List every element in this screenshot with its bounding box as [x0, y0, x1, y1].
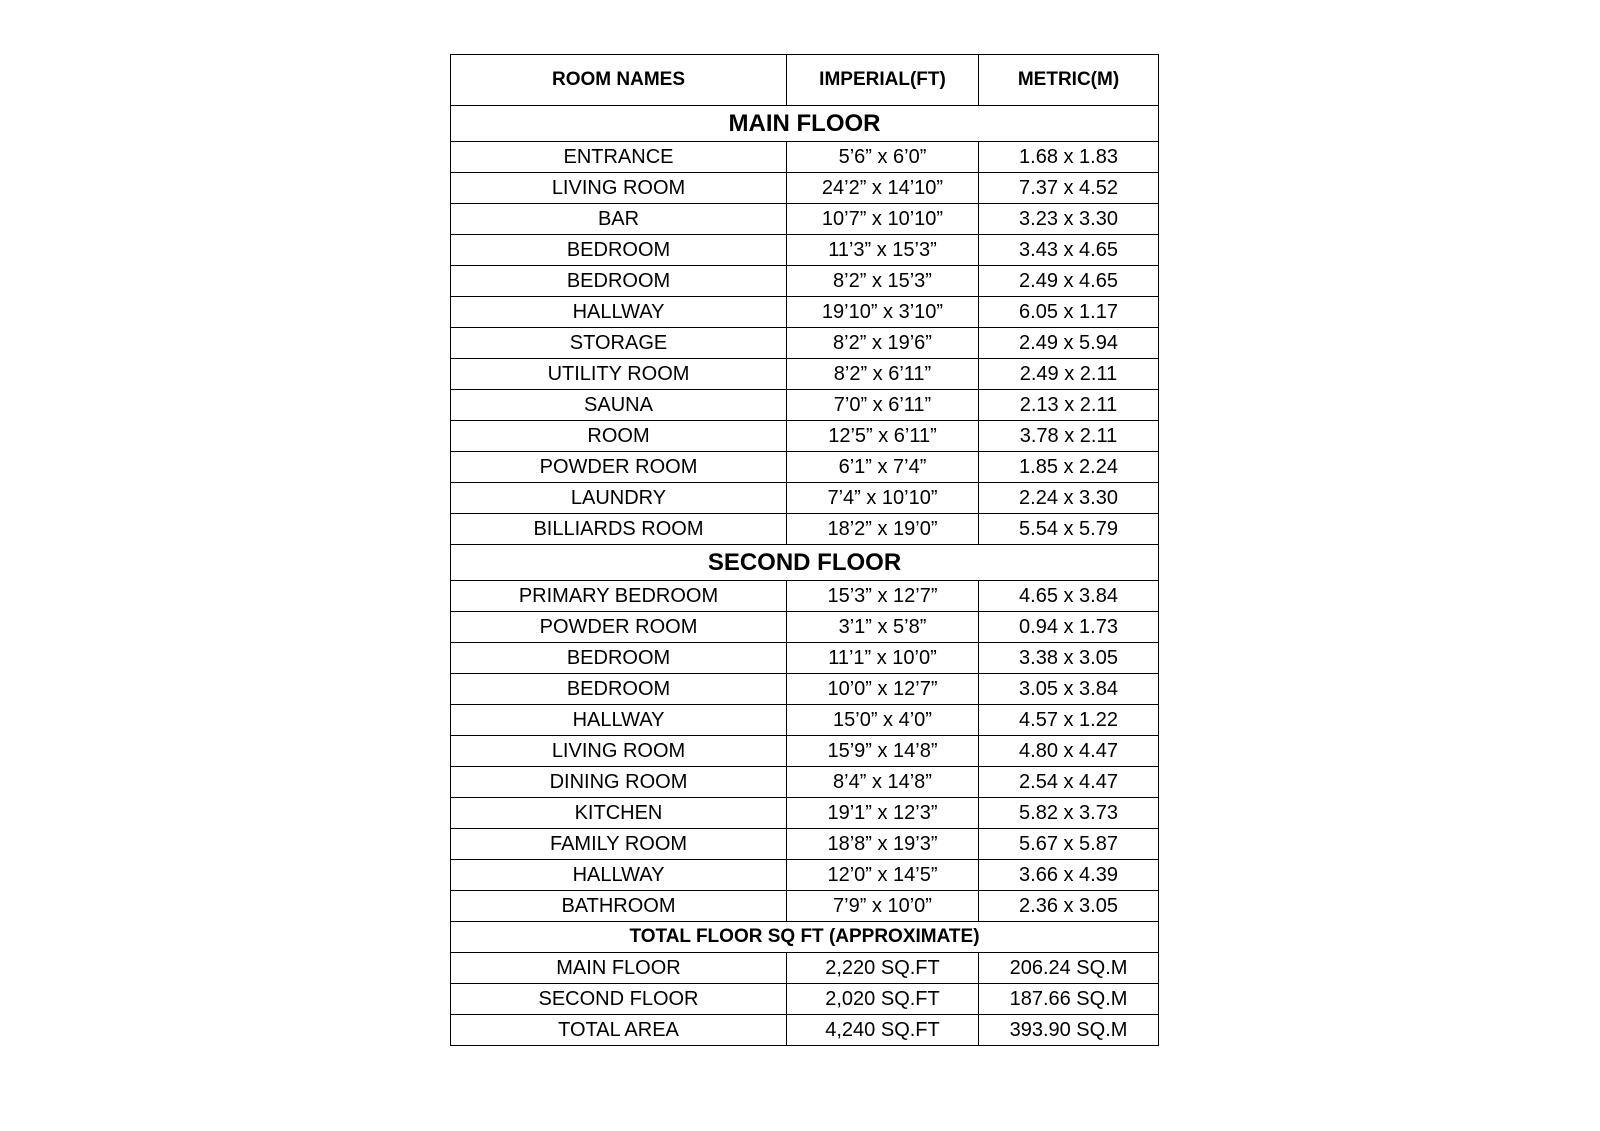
room-row — [451, 359, 1159, 390]
room-name-cell: PRIMARY BEDROOM — [451, 581, 787, 612]
metric-dimension-cell: 5.82 x 3.73 — [979, 798, 1159, 829]
imperial-dimension-cell: 11’3” x 15’3” — [787, 235, 979, 266]
section-row-second-floor — [451, 545, 1159, 581]
room-row — [451, 767, 1159, 798]
room-name-cell: HALLWAY — [451, 297, 787, 328]
metric-dimension-cell: 4.80 x 4.47 — [979, 736, 1159, 767]
metric-dimension-cell: 3.05 x 3.84 — [979, 674, 1159, 705]
room-name-cell: BATHROOM — [451, 891, 787, 922]
imperial-dimension-cell: 18’8” x 19’3” — [787, 829, 979, 860]
room-name-cell: HALLWAY — [451, 705, 787, 736]
metric-dimension-cell: 2.49 x 5.94 — [979, 328, 1159, 359]
imperial-dimension-cell: 19’10” x 3’10” — [787, 297, 979, 328]
room-dimensions-table — [450, 54, 1159, 1046]
imperial-dimension-cell: 8’2” x 15’3” — [787, 266, 979, 297]
room-name-cell: KITCHEN — [451, 798, 787, 829]
imperial-dimension-cell: 4,240 SQ.FT — [787, 1015, 979, 1046]
room-name-cell: LIVING ROOM — [451, 173, 787, 204]
imperial-dimension-cell: 15’0” x 4’0” — [787, 705, 979, 736]
room-row — [451, 829, 1159, 860]
room-row — [451, 328, 1159, 359]
room-name-cell: TOTAL AREA — [451, 1015, 787, 1046]
room-name-cell: POWDER ROOM — [451, 612, 787, 643]
header-metric: METRIC(M) — [979, 55, 1159, 106]
imperial-dimension-cell: 19’1” x 12’3” — [787, 798, 979, 829]
imperial-dimension-cell: 7’4” x 10’10” — [787, 483, 979, 514]
room-row — [451, 452, 1159, 483]
room-name-cell: ROOM — [451, 421, 787, 452]
room-name-cell: SAUNA — [451, 390, 787, 421]
room-row — [451, 142, 1159, 173]
metric-dimension-cell: 0.94 x 1.73 — [979, 612, 1159, 643]
total-row — [451, 984, 1159, 1015]
metric-dimension-cell: 1.85 x 2.24 — [979, 452, 1159, 483]
metric-dimension-cell: 3.38 x 3.05 — [979, 643, 1159, 674]
metric-dimension-cell: 393.90 SQ.M — [979, 1015, 1159, 1046]
room-row — [451, 514, 1159, 545]
imperial-dimension-cell: 3’1” x 5’8” — [787, 612, 979, 643]
metric-dimension-cell: 2.36 x 3.05 — [979, 891, 1159, 922]
section-row-totals — [451, 922, 1159, 953]
room-name-cell: HALLWAY — [451, 860, 787, 891]
imperial-dimension-cell: 10’7” x 10’10” — [787, 204, 979, 235]
room-row — [451, 390, 1159, 421]
table-header-row — [451, 55, 1159, 106]
metric-dimension-cell: 2.13 x 2.11 — [979, 390, 1159, 421]
section-title-totals: TOTAL FLOOR SQ FT (APPROXIMATE) — [451, 922, 1159, 953]
room-row — [451, 297, 1159, 328]
room-name-cell: BEDROOM — [451, 674, 787, 705]
metric-dimension-cell: 5.67 x 5.87 — [979, 829, 1159, 860]
metric-dimension-cell: 1.68 x 1.83 — [979, 142, 1159, 173]
imperial-dimension-cell: 24’2” x 14’10” — [787, 173, 979, 204]
room-name-cell: BEDROOM — [451, 235, 787, 266]
section-row-main-floor — [451, 106, 1159, 142]
room-name-cell: BEDROOM — [451, 266, 787, 297]
room-row — [451, 643, 1159, 674]
room-row — [451, 266, 1159, 297]
imperial-dimension-cell: 11’1” x 10’0” — [787, 643, 979, 674]
table-body — [451, 106, 1159, 1046]
header-room-names: ROOM NAMES — [451, 55, 787, 106]
metric-dimension-cell: 2.49 x 4.65 — [979, 266, 1159, 297]
metric-dimension-cell: 4.65 x 3.84 — [979, 581, 1159, 612]
imperial-dimension-cell: 2,020 SQ.FT — [787, 984, 979, 1015]
room-row — [451, 798, 1159, 829]
metric-dimension-cell: 7.37 x 4.52 — [979, 173, 1159, 204]
room-name-cell: MAIN FLOOR — [451, 953, 787, 984]
imperial-dimension-cell: 8’2” x 19’6” — [787, 328, 979, 359]
room-name-cell: SECOND FLOOR — [451, 984, 787, 1015]
room-name-cell: BAR — [451, 204, 787, 235]
room-name-cell: LIVING ROOM — [451, 736, 787, 767]
metric-dimension-cell: 3.78 x 2.11 — [979, 421, 1159, 452]
metric-dimension-cell: 206.24 SQ.M — [979, 953, 1159, 984]
metric-dimension-cell: 2.54 x 4.47 — [979, 767, 1159, 798]
imperial-dimension-cell: 5’6” x 6’0” — [787, 142, 979, 173]
metric-dimension-cell: 6.05 x 1.17 — [979, 297, 1159, 328]
imperial-dimension-cell: 7’0” x 6’11” — [787, 390, 979, 421]
room-row — [451, 173, 1159, 204]
metric-dimension-cell: 2.24 x 3.30 — [979, 483, 1159, 514]
metric-dimension-cell: 3.66 x 4.39 — [979, 860, 1159, 891]
room-row — [451, 860, 1159, 891]
imperial-dimension-cell: 12’5” x 6’11” — [787, 421, 979, 452]
section-title-main-floor: MAIN FLOOR — [451, 106, 1159, 142]
imperial-dimension-cell: 15’3” x 12’7” — [787, 581, 979, 612]
room-row — [451, 235, 1159, 266]
total-row — [451, 1015, 1159, 1046]
room-row — [451, 891, 1159, 922]
room-name-cell: BEDROOM — [451, 643, 787, 674]
metric-dimension-cell: 2.49 x 2.11 — [979, 359, 1159, 390]
metric-dimension-cell: 4.57 x 1.22 — [979, 705, 1159, 736]
imperial-dimension-cell: 6’1” x 7’4” — [787, 452, 979, 483]
imperial-dimension-cell: 8’4” x 14’8” — [787, 767, 979, 798]
room-row — [451, 736, 1159, 767]
room-name-cell: LAUNDRY — [451, 483, 787, 514]
imperial-dimension-cell: 18’2” x 19’0” — [787, 514, 979, 545]
imperial-dimension-cell: 2,220 SQ.FT — [787, 953, 979, 984]
imperial-dimension-cell: 8’2” x 6’11” — [787, 359, 979, 390]
imperial-dimension-cell: 15’9” x 14’8” — [787, 736, 979, 767]
room-row — [451, 581, 1159, 612]
imperial-dimension-cell: 10’0” x 12’7” — [787, 674, 979, 705]
room-row — [451, 421, 1159, 452]
room-row — [451, 612, 1159, 643]
room-row — [451, 204, 1159, 235]
room-name-cell: POWDER ROOM — [451, 452, 787, 483]
metric-dimension-cell: 5.54 x 5.79 — [979, 514, 1159, 545]
metric-dimension-cell: 3.23 x 3.30 — [979, 204, 1159, 235]
imperial-dimension-cell: 12’0” x 14’5” — [787, 860, 979, 891]
room-row — [451, 705, 1159, 736]
room-name-cell: DINING ROOM — [451, 767, 787, 798]
metric-dimension-cell: 187.66 SQ.M — [979, 984, 1159, 1015]
total-row — [451, 953, 1159, 984]
imperial-dimension-cell: 7’9” x 10’0” — [787, 891, 979, 922]
section-title-second-floor: SECOND FLOOR — [451, 545, 1159, 581]
metric-dimension-cell: 3.43 x 4.65 — [979, 235, 1159, 266]
room-name-cell: BILLIARDS ROOM — [451, 514, 787, 545]
room-row — [451, 674, 1159, 705]
room-name-cell: ENTRANCE — [451, 142, 787, 173]
header-imperial: IMPERIAL(FT) — [787, 55, 979, 106]
room-name-cell: FAMILY ROOM — [451, 829, 787, 860]
room-name-cell: UTILITY ROOM — [451, 359, 787, 390]
room-row — [451, 483, 1159, 514]
room-name-cell: STORAGE — [451, 328, 787, 359]
